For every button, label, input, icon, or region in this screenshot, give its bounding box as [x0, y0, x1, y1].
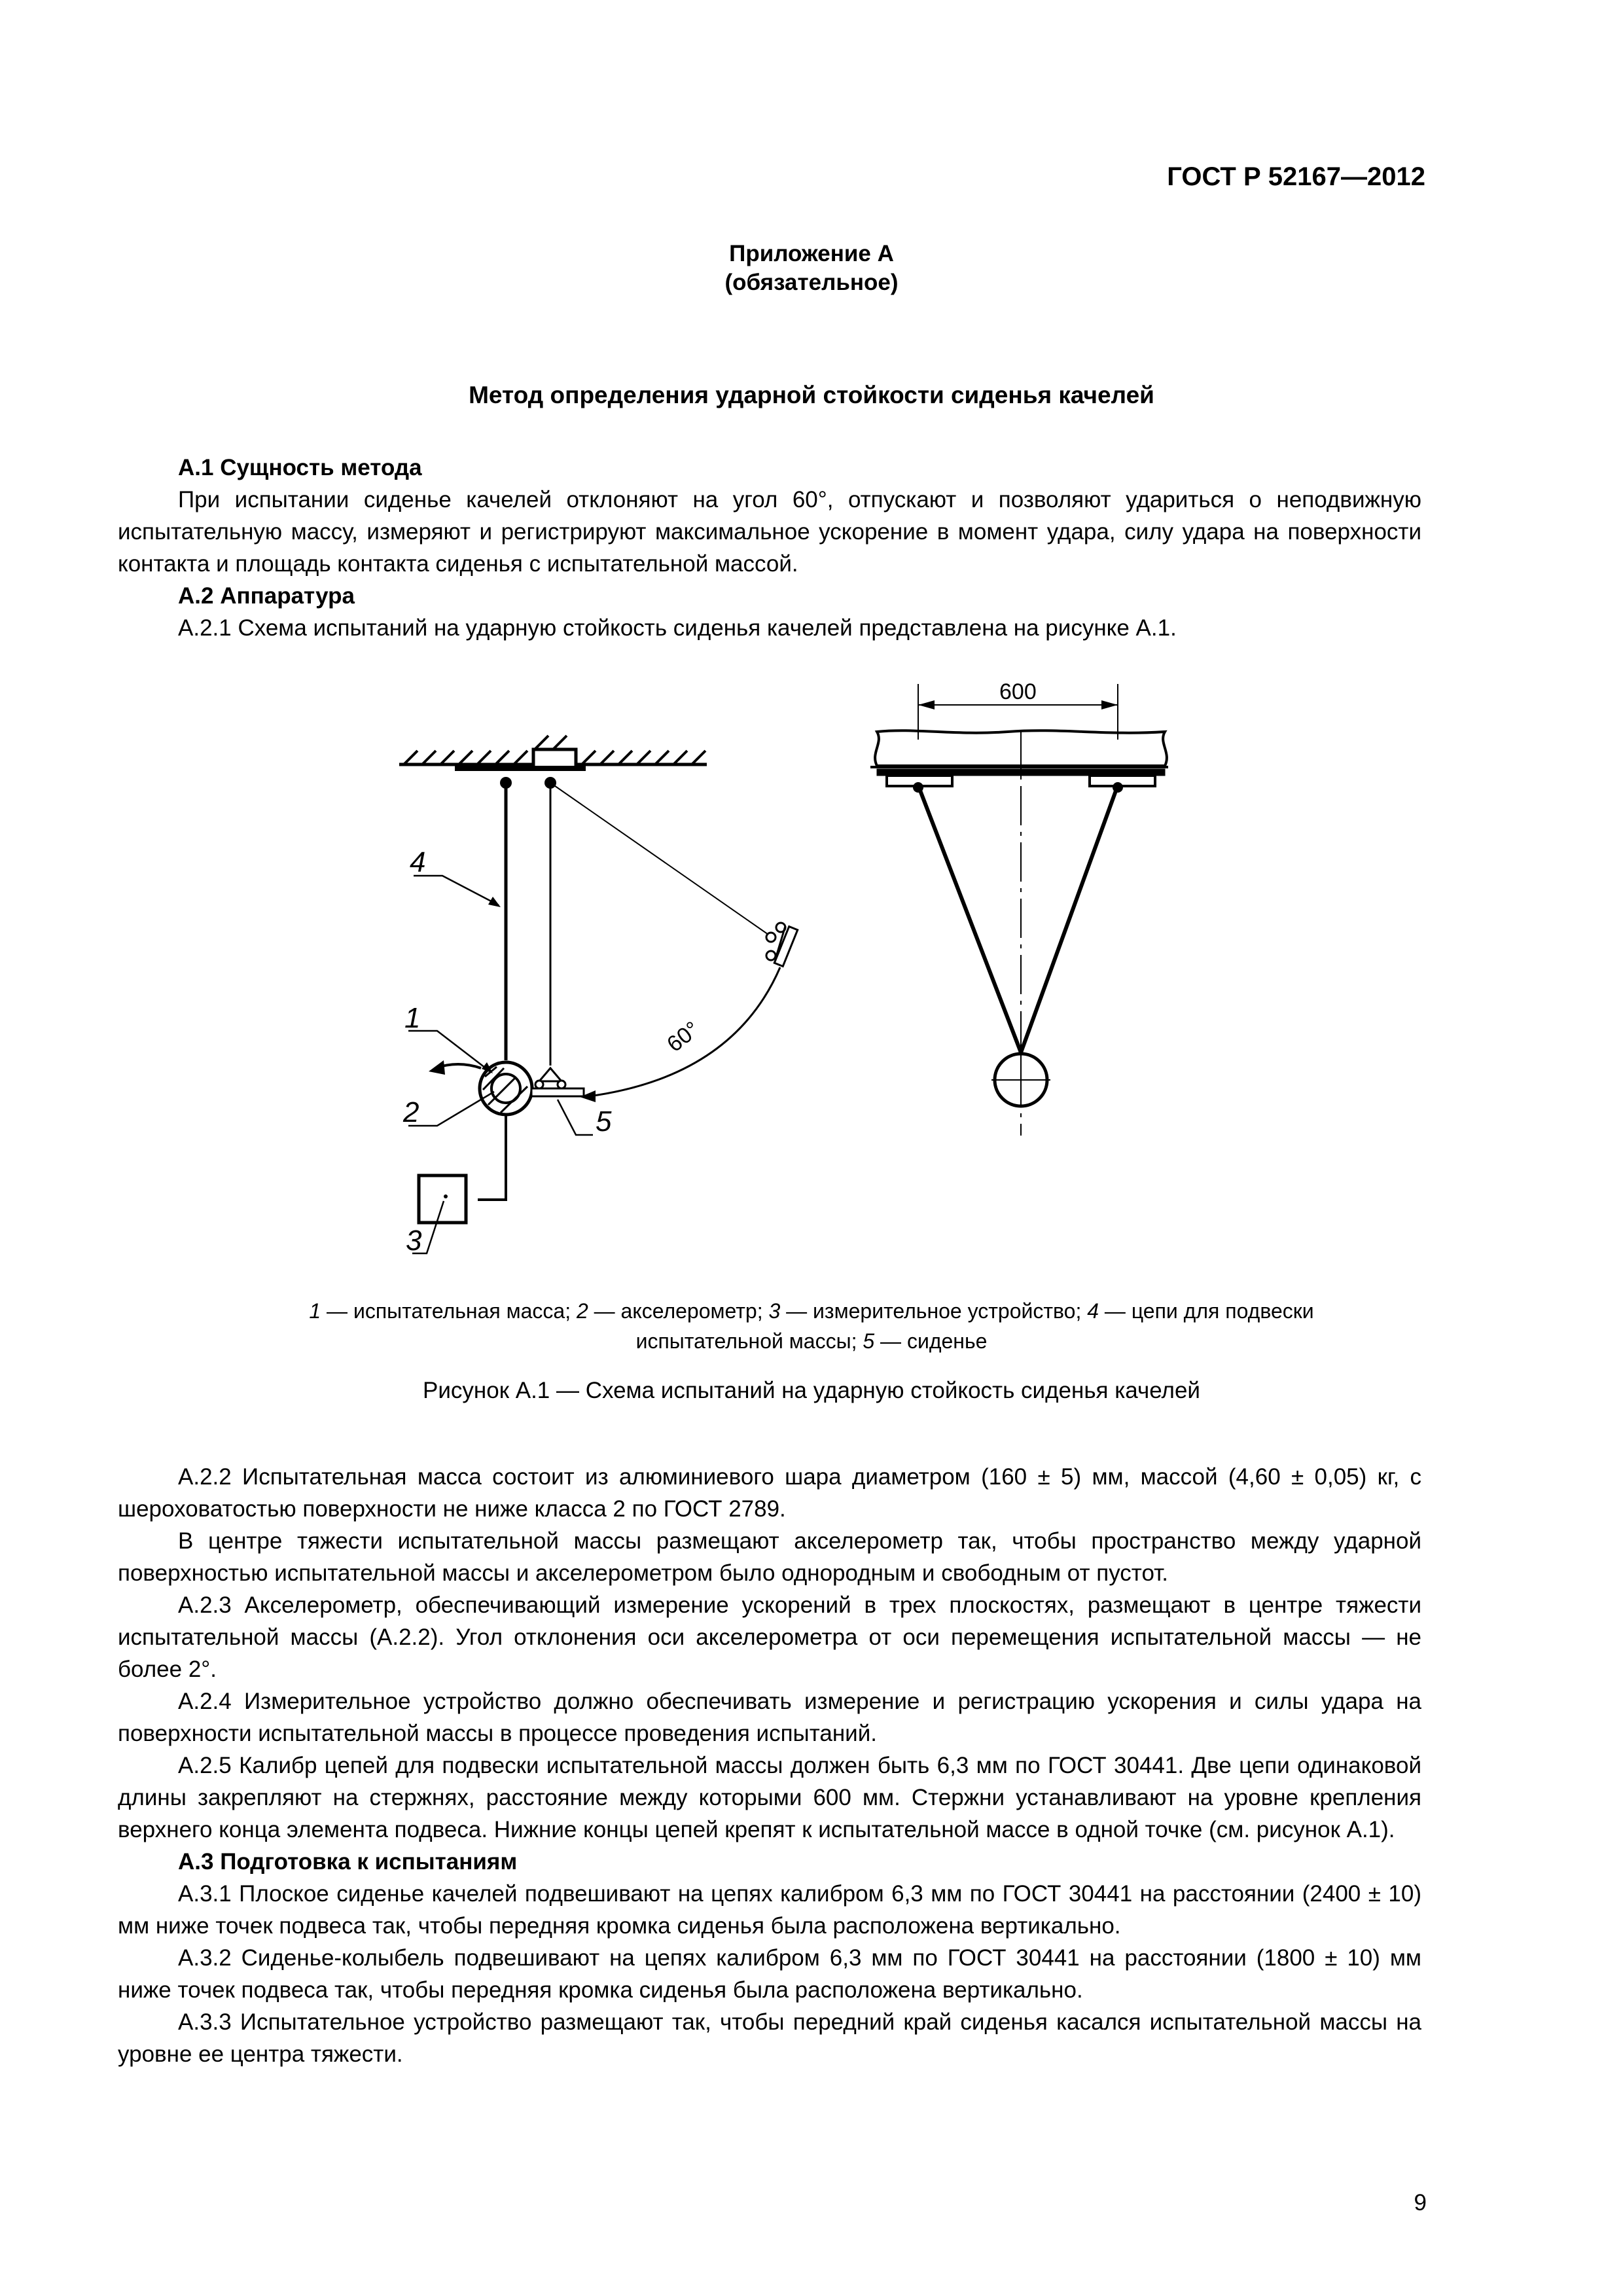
paragraph: А.2.1 Схема испытаний на ударную стойкость сиденья качелей представлена на рисунке А.1. — [178, 615, 1177, 641]
figure-a1-diagram — [366, 668, 1270, 1289]
figure-legend — [196, 1296, 1427, 1356]
paragraph: А.3.1 Плоское сиденье качелей подвешивают на цепях калибром 6,3 мм по ГОСТ 30441 на расстоянии (2400 ± 10) мм ниже точек подвеса так, чтобы передняя кромка сиденья была расположена вертикально. — [118, 1881, 1421, 1939]
standard-code: ГОСТ Р 52167—2012 — [1167, 162, 1425, 191]
label-3: 3 — [406, 1225, 422, 1257]
seat-at-impact — [531, 1068, 584, 1096]
section-heading: А.3 Подготовка к испытаниям — [178, 1849, 518, 1874]
label-5: 5 — [596, 1105, 612, 1138]
return-arrowhead — [429, 1060, 445, 1075]
paragraph: А.3.3 Испытательное устройство размещают так, чтобы передний край сиденья касался испытательной массы на уровне ее центра тяжести. — [118, 2009, 1421, 2067]
section-heading: А.2 Аппаратура — [178, 583, 355, 609]
annex-status: (обязательное) — [724, 270, 899, 295]
page-title: Метод определения ударной стойкости сиденья качелей — [469, 382, 1154, 408]
swing-line — [550, 783, 772, 937]
section-a1 — [118, 452, 1421, 644]
label-1: 1 — [404, 1002, 421, 1034]
paragraph: При испытании сиденье качелей отклоняют на угол 60°, отпускают и позволяют удариться о неподвижную испытательную массу, измеряют и регистрируют максимальное ускорение в момент удара, силу удара на поверхности контакта и площадь контакта сиденья с испытательной массой. — [118, 487, 1421, 577]
page-number: 9 — [1414, 2190, 1427, 2215]
paragraph: А.2.5 Калибр цепей для подвески испытательной массы должен быть 6,3 мм по ГОСТ 30441. Две цепи одинаковой длины закрепляют на стержнях, расстояние между которыми 600 мм. Стержни устанавливают на уровне крепления верхнего конца элемента подвеса. Нижние концы цепей крепят к испытательной массе в одной точке (см. рисунок А.1). — [118, 1753, 1421, 1842]
swung-seat — [766, 923, 798, 966]
right-view — [870, 684, 1168, 1136]
right-pivot-left — [913, 782, 923, 793]
legend-line-1: 1 — испытательная масса; 2 — акселерометр; 3 — измерительное устройство; 4 — цепи для подвески — [309, 1299, 1314, 1323]
paragraph: В центре тяжести испытательной массы размещают акселерометр так, чтобы пространство между ударной поверхностью испытательной массы и акселерометром было однородным и свободным от пустот. — [118, 1528, 1421, 1586]
mount-plate — [455, 766, 586, 771]
measuring-device — [419, 1175, 466, 1223]
label-4: 4 — [410, 846, 426, 878]
paragraph: А.2.3 Акселерометр, обеспечивающий измерение ускорений в трех плоскостях, размещают в центре тяжести испытательной массы (А.2.2). Угол отклонения оси акселерометра от оси перемещения испытательной массы — не более 2°. — [118, 1592, 1421, 1682]
device-cable — [478, 1115, 506, 1200]
dimension-label: 600 — [999, 679, 1037, 704]
section-heading: А.1 Сущность метода — [178, 455, 422, 480]
legend-line-2: испытательной массы; 5 — сиденье — [635, 1329, 988, 1353]
right-pivot-right — [1113, 782, 1123, 793]
paragraph: А.2.2 Испытательная масса состоит из алюминиевого шара диаметром (160 ± 5) мм, массой (4,60 ± 0,05) кг, с шероховатостью поверхности не ниже класса 2 по ГОСТ 2789. — [118, 1464, 1421, 1522]
angle-label: 60° — [662, 1016, 705, 1057]
annex-label: Приложение А — [729, 241, 894, 266]
paragraph: А.2.4 Измерительное устройство должно обеспечивать измерение и регистрацию ускорения и силы удара на поверхности испытательной массы в процессе проведения испытаний. — [118, 1689, 1421, 1746]
ceiling-hatch — [399, 736, 707, 764]
paragraph: А.3.2 Сиденье-колыбель подвешивают на цепях калибром 6,3 мм по ГОСТ 30441 на расстоянии (1800 ± 10) мм ниже точек подвеса так, чтобы передняя кромка сиденья была расположена вертикально. — [118, 1945, 1421, 2003]
label-2: 2 — [403, 1096, 419, 1128]
figure-title: Рисунок А.1 — Схема испытаний на ударную стойкость сиденья качелей — [423, 1378, 1200, 1403]
section-a2-body — [118, 1461, 1421, 2070]
